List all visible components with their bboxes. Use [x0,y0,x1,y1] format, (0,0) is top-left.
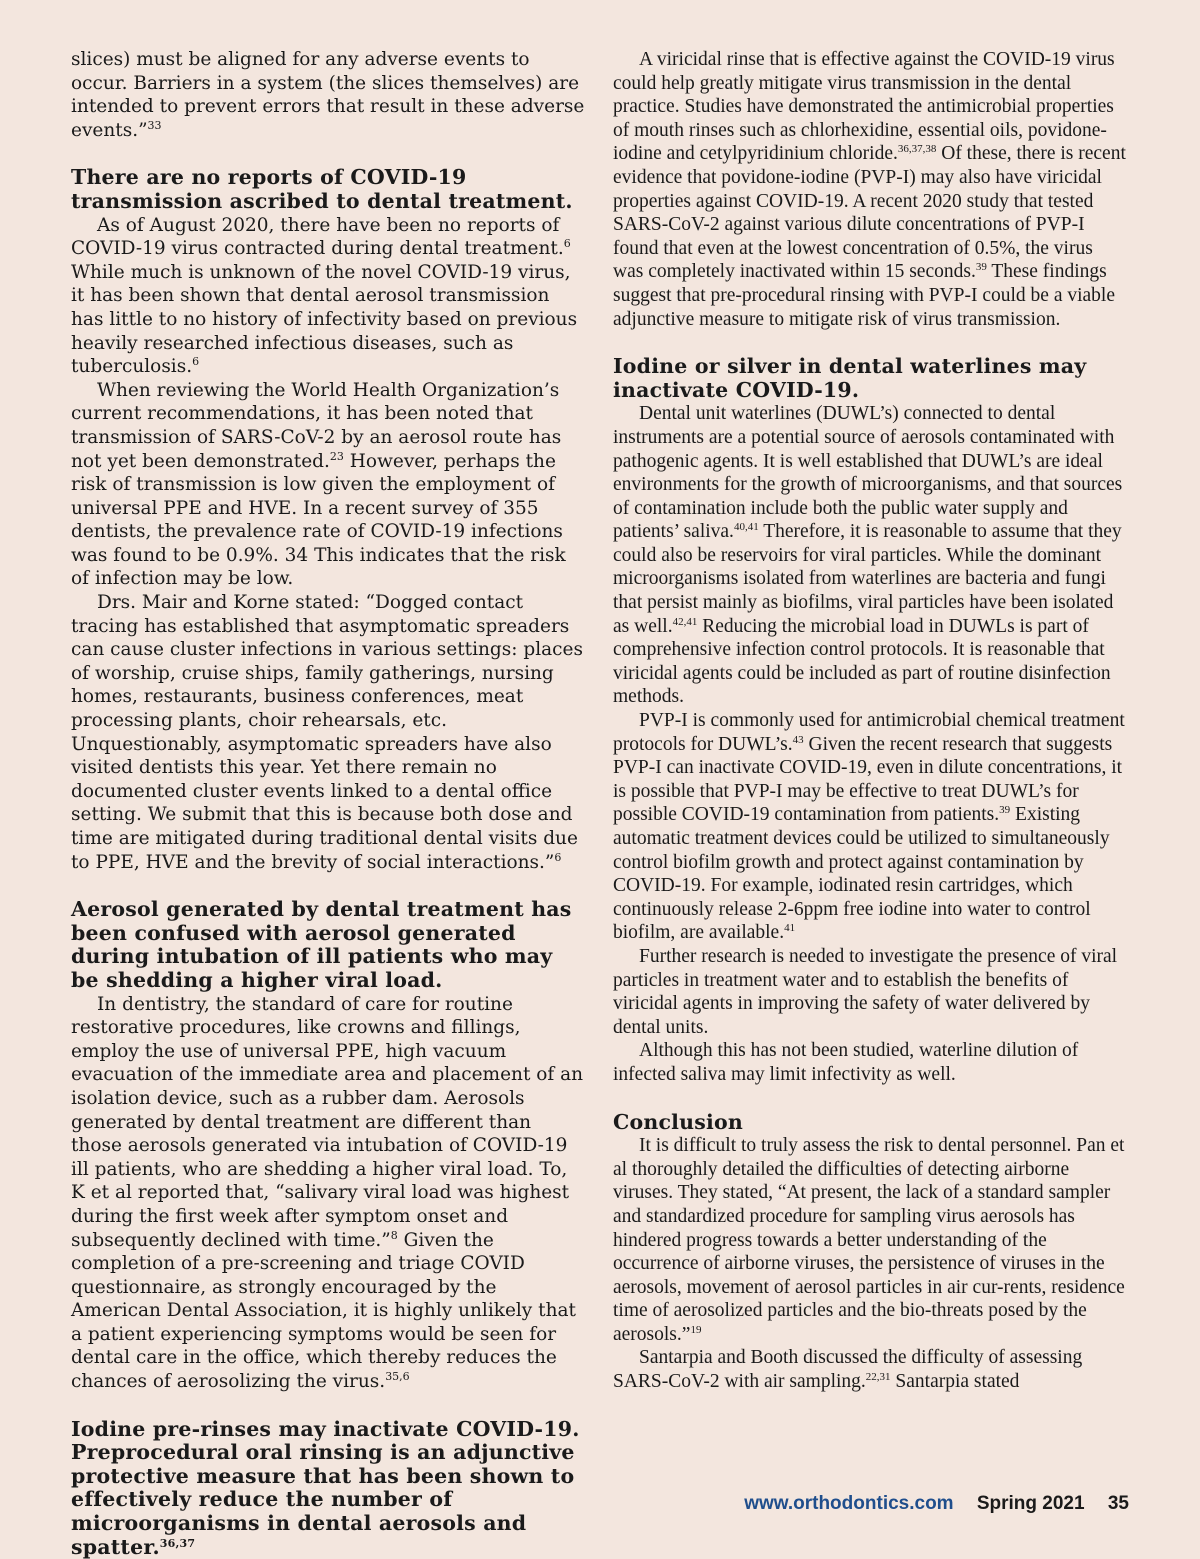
section-heading: Conclusion [613,1109,743,1134]
website-link[interactable]: www.orthodontics.com [744,1493,954,1514]
page-footer [744,1493,1129,1515]
paragraph: A viricidal rinse that is effective against the COVID-19 virus could help greatly mitigate virus transmission in the dental practice. Studies have demonstrated the antimicrobial properties of mouth rinses such as chlorhexidine, essential oils, povidone-iodine and cetylpyridinium chloride.$^{36,37,38}$ Of these, there is recent evidence that povidone-iodine (PVP-I) may also have viricidal properties against COVID-19. A recent 2020 study that tested SARS-CoV-2 against various dilute concentrations of PVP-I found that even at the lowest concentration of 0.5%, the virus was completely inactivated within 15 seconds.$^{39}$ These findings suggest that pre-procedural rinsing with PVP-I could be a viable adjunctive measure to mitigate risk of virus transmission. [613,49,1126,330]
paragraph: Further research is needed to investigate the presence of viral particles in treatment water and to establish the benefits of viricidal agents in improving the safety of water delivered by dental units. [613,945,1118,1038]
section-heading: There are no reports of COVID-19 transmission ascribed to dental treatment. [71,165,573,213]
issue-season: Spring 2021 [976,1493,1085,1514]
page-number: 35 [1107,1493,1129,1514]
paragraph: Santarpia and Booth discussed the difficulty of assessing SARS-CoV-2 with air sampling.$^{22,31}$ Santarpia stated [613,1347,1083,1393]
section-heading: Iodine pre-rinses may inactivate COVID-19. Preprocedural oral rinsing is an adjunctive protective measure that has been shown to effectively reduce the number of microorganisms in dental aerosols and spatter.$^{36,37}$ [71,1416,580,1559]
paragraph: Drs. Mair and Korne stated: “Dogged contact tracing has established that asymptomatic spreaders can cause cluster infections in various settings: places of worship, cruise ships, family gatherings, nursing homes, restaurants, business conferences, meat processing plants, choir rehearsals, etc. Unquestionably, asymptomatic spreaders have also visited dentists this year. Yet there remain no documented cluster events linked to a dental office setting. We submit that this is because both dose and time are mitigated during traditional dental visits due to PPE, HVE and the brevity of social interactions.”$^6$ [71,592,583,873]
left-column [71,48,585,1559]
paragraph: Dental unit waterlines (DUWL’s) connected to dental instruments are a potential source of aerosols contaminated with pathogenic agents. It is well established that DUWL’s are ideal environments for the growth of microorganisms, and that sources of contamination include both the public water supply and patients’ saliva.$^{40,41}$ Therefore, it is reasonable to assume that they could also be reservoirs for viral particles. While the dominant microorganisms isolated from waterlines are bacteria and fungi that persist mainly as biofilms, viral particles have been isolated as well.$^{42,41}$ Reducing the microbial load in DUWLs is part of comprehensive infection control protocols. It is reasonable that viricidal agents could be included as part of routine disinfection methods. [613,403,1123,708]
paragraph: As of August 2020, there have been no reports of COVID-19 virus contracted during dental treatment.$^6$ While much is unknown of the novel COVID-19 virus, it has been shown that dental aerosol transmission has little to no history of infectivity based on previous heavily researched infectious diseases, such as tuberculosis.$^6$ [71,214,578,378]
paragraph: In dentistry, the standard of care for routine restorative procedures, like crowns and fillings, employ the use of universal PPE, high vacuum evacuation of the immediate area and placement of an isolation device, such as a rubber dam. Aerosols generated by dental treatment are different than those aerosols generated via intubation of COVID-19 ill patients, who are shedding a higher viral load. To, K et al reported that, “salivary viral load was highest during the first week after symptom onset and subsequently declined with time.”$^8$ Given the completion of a pre-screening and triage COVID questionnaire, as strongly encouraged by the American Dental Association, it is highly unlikely that a patient experiencing symptoms would be seen for dental care in the office, which thereby reduces the chances of aerosolizing the virus.$^{35,6}$ [71,993,584,1393]
paragraph: When reviewing the World Health Organization’s current recommendations, it has been noted that transmission of SARS-CoV-2 by an aerosol route has not yet been demonstrated.$^{23}$ However, perhaps the risk of transmission is low given the employment of universal PPE and HVE. In a recent survey of 355 dentists, the prevalence rate of COVID-19 infections was found to be 0.9%. 34 This indicates that the risk of infection may be low. [71,379,566,590]
section-heading: Iodine or silver in dental waterlines may inactivate COVID-19. [613,354,1087,402]
paragraph: Although this has not been studied, waterline dilution of infected saliva may limit infectivity as well. [613,1040,1079,1085]
section-heading: Aerosol generated by dental treatment has been confused with aerosol generated during intubation of ill patients who may be shedding a higher viral load. [71,897,572,992]
paragraph: PVP-I is commonly used for antimicrobial chemical treatment protocols for DUWL’s.$^{43}$ Given the recent research that suggests PVP-I can inactivate COVID-19, even in dilute concentrations, it is possible that PVP-I may be effective to treat DUWL’s for possible COVID-19 contamination from patients.$^{39}$ Existing automatic treatment devices could be utilized to simultaneously control biofilm growth and protect against contamination by COVID-19. For example, iodinated resin cartridges, which continuously release 2-6ppm free iodine into water to control biofilm, are available.$^{41}$ [613,710,1125,944]
paragraph: slices) must be aligned for any adverse events to occur. Barriers in a system (the slices themselves) are intended to prevent errors that result in these adverse events.”$^{33}$ [71,49,585,141]
right-column [613,48,1127,1394]
paragraph: It is difficult to truly assess the risk to dental personnel. Pan et al thoroughly detailed the difficulties of detecting airborne viruses. They stated, “At present, the lack of a standard sampler and standardized procedure for sampling virus aerosols has hindered progress towards a better understanding of the occurrence of airborne viruses, the persistence of viruses in the aerosols, movement of aerosol particles in air cur-rents, residence time of aerosolized particles and the bio-threats posed by the aerosols.”$^{19}$ [613,1135,1125,1345]
